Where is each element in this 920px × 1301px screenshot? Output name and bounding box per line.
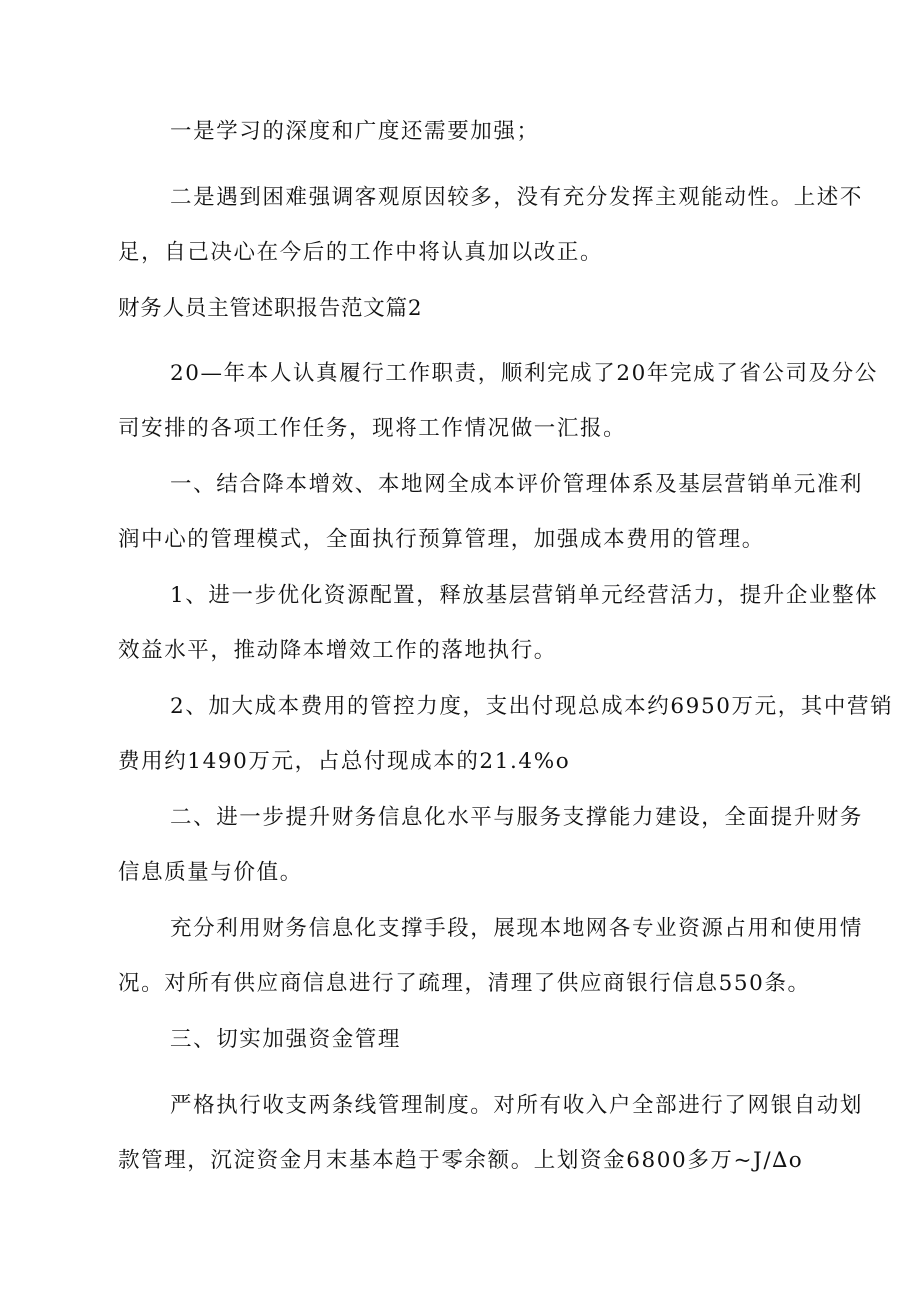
paragraph-line: 20—年本人认真履行工作职责，顺利完成了20年完成了省公司及分公: [170, 361, 878, 386]
section-heading-text: 财务人员主管述职报告范文篇2: [118, 296, 423, 321]
paragraph-line: 信息质量与价值。: [118, 860, 303, 885]
paragraph-5: [118, 568, 879, 678]
section-heading: [118, 281, 808, 336]
paragraph-8: [118, 901, 864, 1011]
paragraph-line: 款管理，沉淀资金月末基本趋于零余额。上划资金6800多万~J/∆o: [118, 1148, 804, 1173]
paragraph-line: 效益水平，推动降本增效工作的落地执行。: [118, 638, 557, 663]
paragraph-line: 润中心的管理模式，全面执行预算管理，加强成本费用的管理。: [118, 527, 765, 552]
paragraph-line: 况。对所有供应商信息进行了疏理，清理了供应商银行信息550条。: [118, 971, 811, 996]
paragraph-line: 充分利用财务信息化支撑手段，展现本地网各专业资源占用和使用情: [170, 916, 864, 941]
paragraph-line: 费用约1490万元，占总付现成本的21.4%o: [118, 749, 571, 774]
paragraph-line: 足，自己决心在今后的工作中将认真加以改正。: [118, 240, 604, 265]
paragraph-line: 1、进一步优化资源配置，释放基层营销单元经营活力，提升企业整体: [170, 583, 879, 608]
paragraph-line: 二是遇到困难强调客观原因较多，没有充分发挥主观能动性。上述不: [170, 185, 864, 210]
paragraph-7: [118, 790, 864, 900]
paragraph-3: [118, 346, 878, 456]
paragraph-line: 司安排的各项工作任务，现将工作情况做一汇报。: [118, 416, 627, 441]
paragraph-6: [118, 679, 894, 789]
paragraph-line: 二、进一步提升财务信息化水平与服务支撑能力建设，全面提升财务: [170, 805, 864, 830]
paragraph-line: 严格执行收支两条线管理制度。对所有收入户全部进行了网银自动划: [170, 1093, 864, 1118]
paragraph-1: [118, 104, 808, 159]
paragraph-line: 一是学习的深度和广度还需要加强；: [170, 119, 540, 144]
paragraph-4: [118, 457, 864, 567]
paragraph-10: [118, 1078, 864, 1188]
paragraph-2: [118, 170, 864, 280]
paragraph-line: 一、结合降本增效、本地网全成本评价管理体系及基层营销单元准利: [170, 472, 864, 497]
paragraph-line: 三、切实加强资金管理: [170, 1027, 402, 1052]
paragraph-9: [118, 1012, 808, 1067]
paragraph-line: 2、加大成本费用的管控力度，支出付现总成本约6950万元，其中营销: [170, 694, 894, 719]
